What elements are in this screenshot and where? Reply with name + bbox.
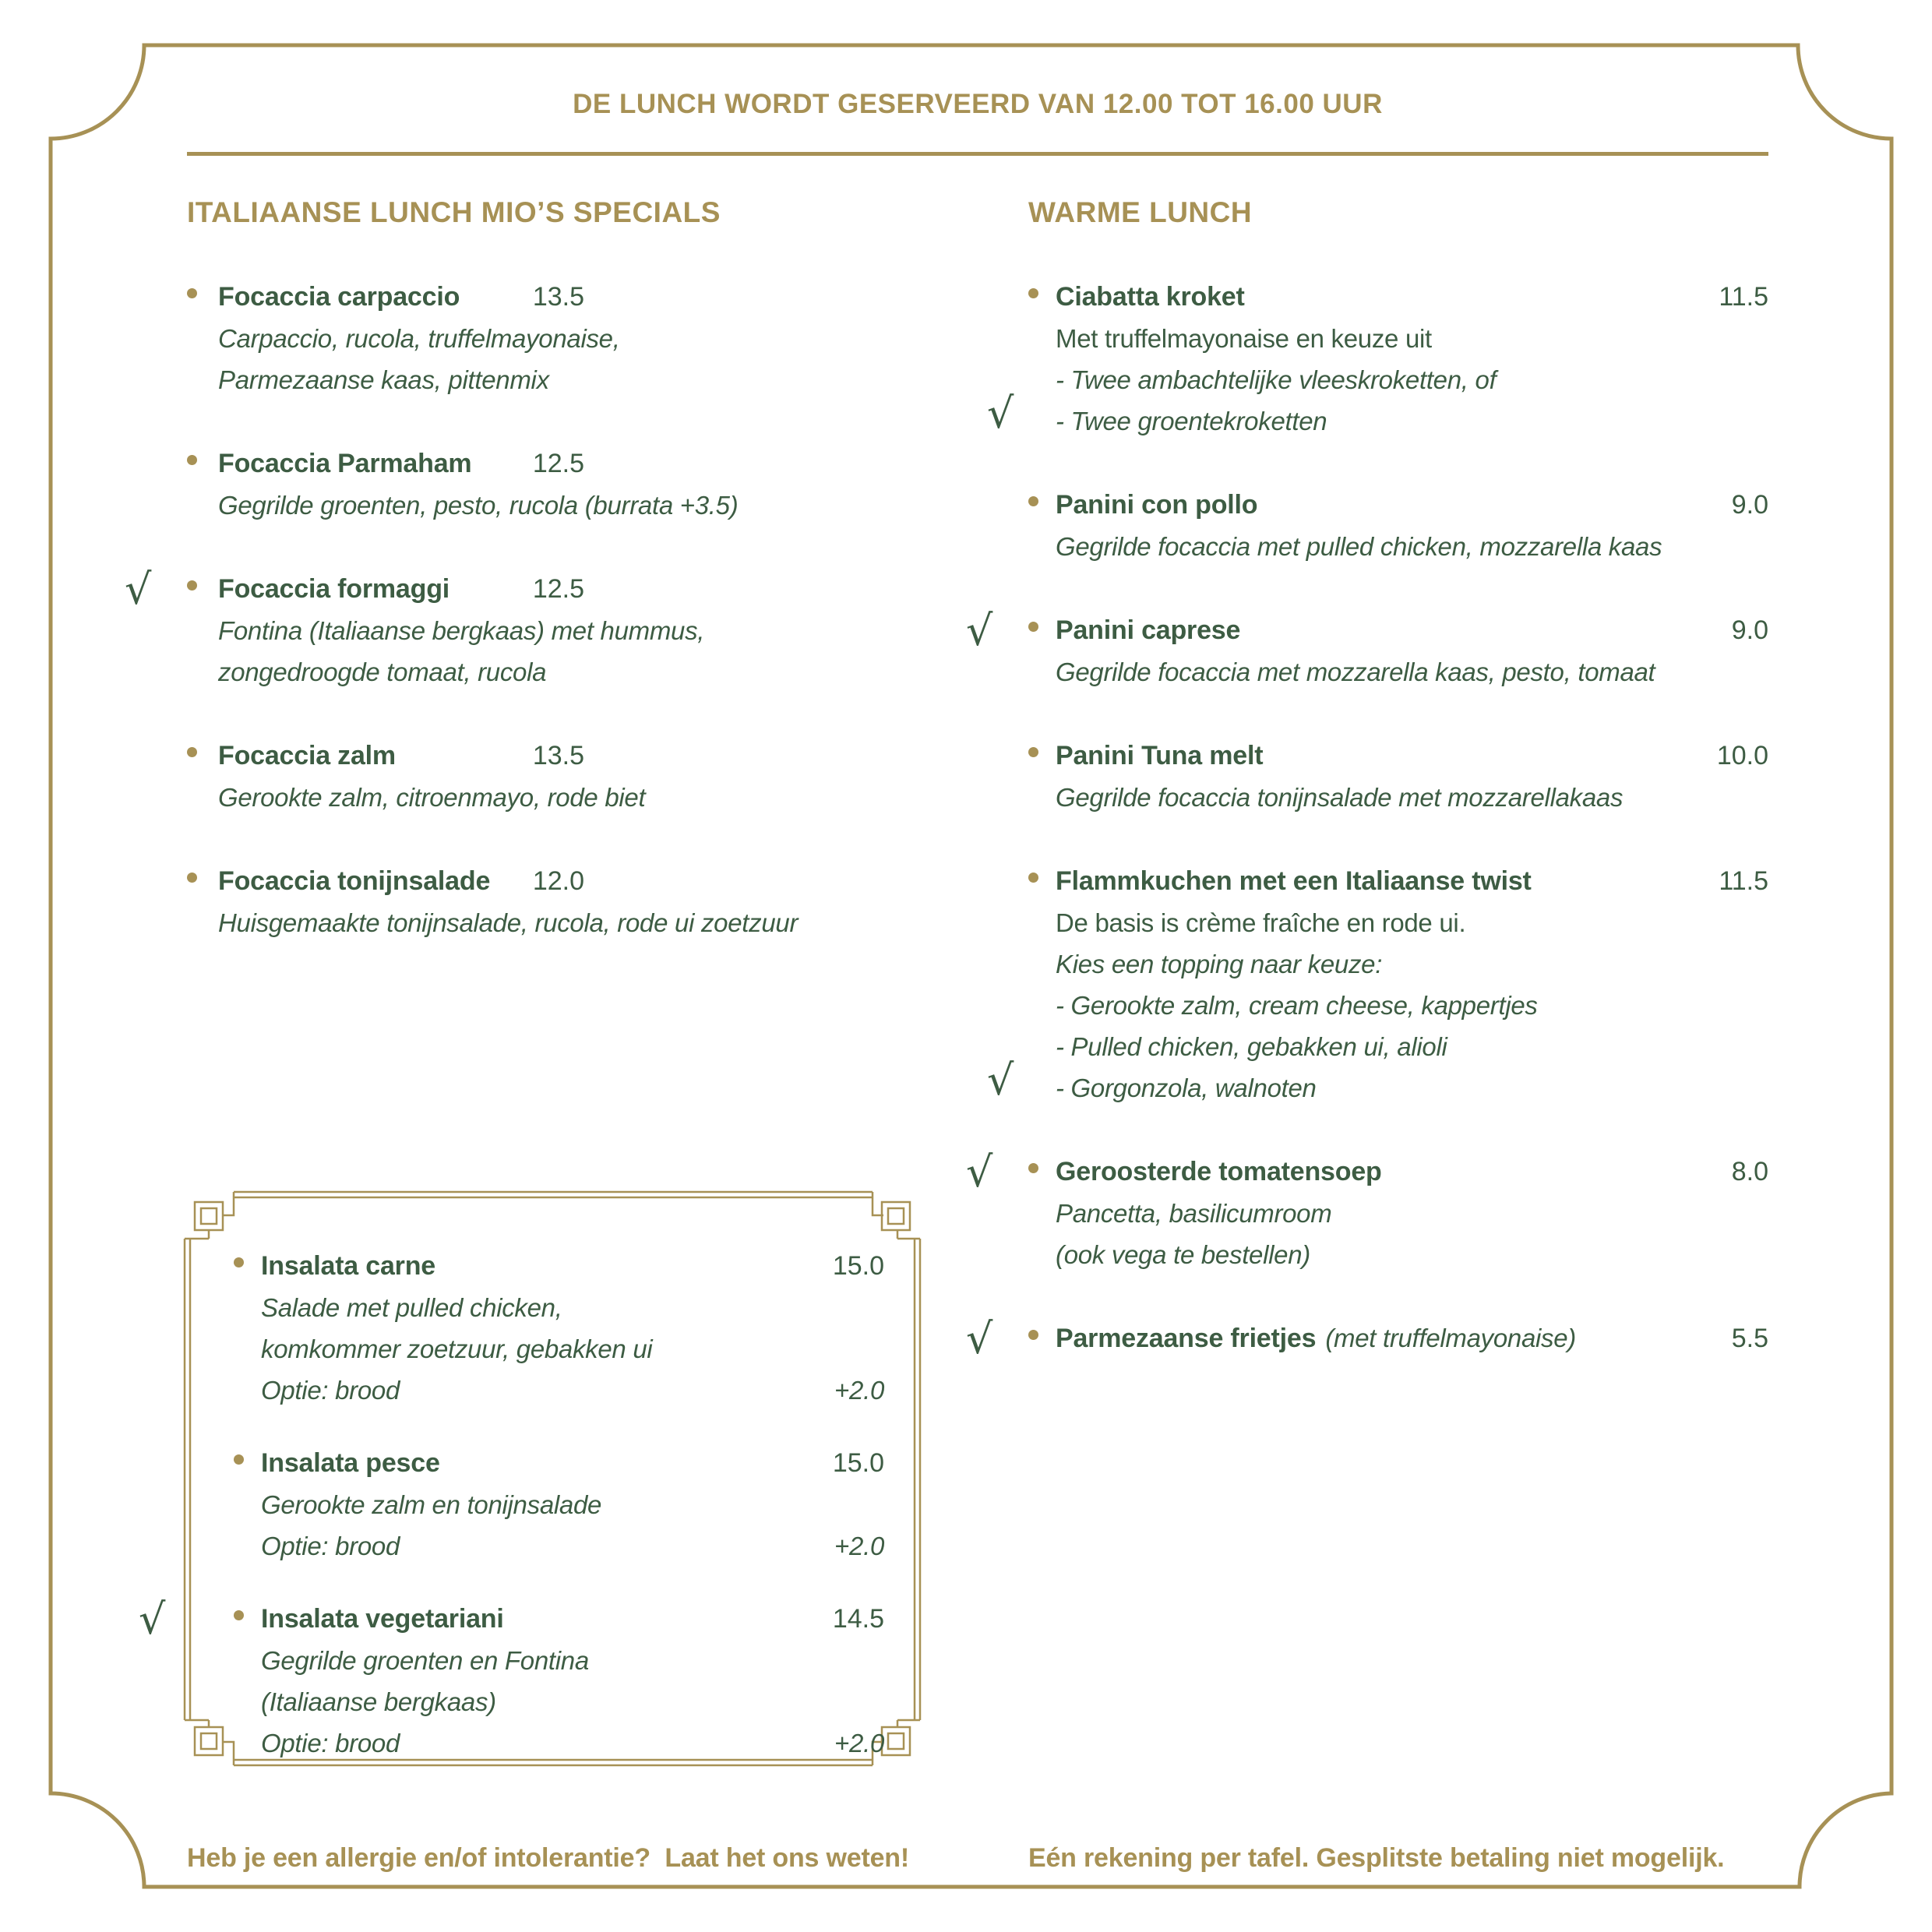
checkmark-icon: √ bbox=[139, 1595, 166, 1644]
item-description-line: Huisgemaakte tonijnsalade, rucola, rode ui zoetzuur bbox=[218, 908, 799, 937]
item-row bbox=[1056, 609, 1768, 651]
item-name: Flammkuchen met een Italiaanse twist bbox=[1056, 866, 1532, 896]
item-price: 13.5 bbox=[532, 741, 584, 770]
item-name: Focaccia tonijnsalade bbox=[218, 866, 491, 896]
item-row bbox=[218, 442, 584, 485]
menu-item bbox=[187, 442, 739, 526]
item-description-line: Gegrilde focaccia tonijnsalade met mozzarellakaas bbox=[1056, 783, 1624, 812]
item-name: Ciabatta kroket bbox=[1056, 282, 1245, 312]
menu-item bbox=[966, 606, 1768, 693]
menu-item bbox=[966, 1148, 1768, 1275]
item-name: Geroosterde tomatensoep bbox=[1056, 1157, 1382, 1186]
item-description-line: Optie: brood +2.0 bbox=[261, 1525, 884, 1567]
checkmark-icon: √ bbox=[966, 1148, 993, 1197]
item-price: 15.0 bbox=[832, 1448, 884, 1478]
option-price: +2.0 bbox=[834, 1376, 884, 1405]
menu-item bbox=[1028, 484, 1768, 567]
bullet-dot-icon bbox=[1028, 1163, 1038, 1173]
item-description-line: Fontina (Italiaanse bergkaas) met hummus, bbox=[218, 616, 705, 645]
item-row bbox=[1056, 1317, 1768, 1359]
item-price: 15.0 bbox=[832, 1251, 884, 1281]
menu-item bbox=[187, 735, 646, 818]
menu-item bbox=[125, 565, 705, 693]
item-row bbox=[261, 1598, 884, 1640]
item-row bbox=[1056, 735, 1768, 777]
item-description-line: Gerookte zalm en tonijnsalade bbox=[261, 1490, 602, 1519]
item-price: 12.0 bbox=[532, 866, 584, 896]
menu-item bbox=[987, 276, 1768, 442]
menu-item bbox=[234, 1442, 884, 1567]
item-description-line: - Twee ambachtelijke vleeskroketten, of bbox=[1056, 365, 1497, 394]
item-description-line: - Gorgonzola, walnoten √ bbox=[987, 1056, 1317, 1105]
header-divider-line bbox=[187, 152, 1768, 156]
checkmark-icon: √ bbox=[987, 1056, 1014, 1105]
section-title-warme-lunch: WARME LUNCH bbox=[1028, 196, 1253, 228]
item-name: Focaccia Parmaham bbox=[218, 449, 472, 478]
checkmark-icon: √ bbox=[987, 389, 1014, 438]
bullet-dot-icon bbox=[234, 1610, 244, 1620]
item-row bbox=[218, 860, 584, 902]
item-description-line: komkommer zoetzuur, gebakken ui bbox=[261, 1334, 653, 1363]
section-title-specials: ITALIAANSE LUNCH MIO’S SPECIALS bbox=[187, 196, 721, 228]
item-name-note: (met truffelmayonaise) bbox=[1325, 1324, 1576, 1352]
salads-item-list bbox=[139, 1245, 884, 1795]
menu-item bbox=[187, 276, 620, 400]
item-price: 13.5 bbox=[532, 282, 584, 312]
item-price: 12.5 bbox=[532, 449, 584, 478]
item-row bbox=[218, 276, 584, 318]
bullet-dot-icon bbox=[187, 455, 197, 465]
item-description-line: Gegrilde groenten, pesto, rucola (burrata +3.5) bbox=[218, 491, 739, 520]
item-name: Insalata carne bbox=[261, 1251, 435, 1281]
item-description-line: Salade met pulled chicken, bbox=[261, 1293, 562, 1322]
item-price: 14.5 bbox=[832, 1604, 884, 1634]
serving-hours-banner: DE LUNCH WORDT GESERVEERD VAN 12.00 TOT 16.00 UUR bbox=[573, 89, 1383, 119]
item-description-line: Gerookte zalm, citroenmayo, rode biet bbox=[218, 783, 646, 812]
item-name: Panini con pollo bbox=[1056, 490, 1258, 520]
bullet-dot-icon bbox=[187, 873, 197, 883]
item-description-line: - Pulled chicken, gebakken ui, alioli bbox=[1056, 1032, 1447, 1061]
item-description-line: zongedroogde tomaat, rucola bbox=[218, 658, 547, 686]
item-name: Focaccia zalm bbox=[218, 741, 396, 770]
item-row bbox=[261, 1245, 884, 1287]
item-price: 12.5 bbox=[532, 574, 584, 604]
bullet-dot-icon bbox=[1028, 747, 1038, 757]
bullet-dot-icon bbox=[1028, 622, 1038, 632]
item-name: Panini Tuna melt bbox=[1056, 741, 1264, 770]
item-description-line: Kies een topping naar keuze: bbox=[1056, 950, 1383, 978]
item-price: 10.0 bbox=[1716, 741, 1768, 770]
menu-item bbox=[234, 1245, 884, 1411]
menu-item bbox=[966, 1314, 1768, 1363]
item-description-line: - Gerookte zalm, cream cheese, kappertjes bbox=[1056, 991, 1538, 1020]
bullet-dot-icon bbox=[234, 1257, 244, 1267]
item-name: Insalata vegetariani bbox=[261, 1604, 504, 1634]
bullet-dot-icon bbox=[1028, 288, 1038, 298]
item-name: Panini caprese bbox=[1056, 615, 1241, 645]
item-row bbox=[1056, 1151, 1768, 1193]
item-description-line: Parmezaanse kaas, pittenmix bbox=[218, 365, 549, 394]
allergy-notice: Heb je een allergie en/of intolerantie? Laat het ons weten! bbox=[187, 1843, 909, 1873]
menu-item bbox=[987, 860, 1768, 1109]
item-name: Insalata pesce bbox=[261, 1448, 440, 1478]
checkmark-icon: √ bbox=[125, 565, 152, 614]
item-price: 11.5 bbox=[1719, 866, 1768, 896]
item-row bbox=[1056, 484, 1768, 526]
menu-item bbox=[187, 860, 799, 943]
option-price: +2.0 bbox=[834, 1532, 884, 1560]
item-description-line: (ook vega te bestellen) bbox=[1056, 1240, 1310, 1269]
item-row bbox=[1056, 860, 1768, 902]
item-name: Focaccia formaggi bbox=[218, 574, 450, 604]
item-description-line: Gegrilde focaccia met mozzarella kaas, pesto, tomaat bbox=[1056, 658, 1655, 686]
item-description-line: Gegrilde groenten en Fontina bbox=[261, 1646, 589, 1675]
item-row bbox=[218, 568, 584, 610]
item-description-line: Gegrilde focaccia met pulled chicken, mozzarella kaas bbox=[1056, 532, 1662, 561]
item-description-line: Pancetta, basilicumroom bbox=[1056, 1199, 1332, 1228]
item-description-line: Carpaccio, rucola, truffelmayonaise, bbox=[218, 324, 620, 353]
item-description-line: Optie: brood +2.0 bbox=[261, 1370, 884, 1411]
menu-item bbox=[139, 1595, 884, 1764]
bullet-dot-icon bbox=[234, 1454, 244, 1465]
checkmark-icon: √ bbox=[966, 606, 993, 655]
item-description-line: Optie: brood +2.0 bbox=[261, 1722, 884, 1764]
item-price: 11.5 bbox=[1719, 282, 1768, 312]
item-name: Parmezaanse frietjes bbox=[1056, 1324, 1317, 1353]
item-description-line: (Italiaanse bergkaas) bbox=[261, 1687, 496, 1716]
bullet-dot-icon bbox=[187, 288, 197, 298]
payment-notice: Eén rekening per tafel. Gesplitste betaling niet mogelijk. bbox=[1028, 1843, 1725, 1873]
item-name: Focaccia carpaccio bbox=[218, 282, 460, 312]
bullet-dot-icon bbox=[1028, 1330, 1038, 1340]
item-price: 8.0 bbox=[1731, 1157, 1768, 1186]
menu-item bbox=[1028, 735, 1768, 818]
item-row bbox=[1056, 276, 1768, 318]
specials-item-list bbox=[125, 276, 799, 985]
bullet-dot-icon bbox=[1028, 496, 1038, 506]
item-row bbox=[218, 735, 584, 777]
bullet-dot-icon bbox=[187, 747, 197, 757]
item-description-line: De basis is crème fraîche en rode ui. bbox=[1056, 908, 1466, 937]
checkmark-icon: √ bbox=[966, 1314, 993, 1363]
bullet-dot-icon bbox=[1028, 873, 1038, 883]
item-price: 5.5 bbox=[1731, 1324, 1768, 1353]
option-price: +2.0 bbox=[834, 1729, 884, 1757]
item-description-line: Met truffelmayonaise en keuze uit bbox=[1056, 324, 1432, 353]
warme-lunch-item-list bbox=[966, 276, 1768, 1401]
item-price: 9.0 bbox=[1731, 615, 1768, 645]
bullet-dot-icon bbox=[187, 580, 197, 591]
item-row bbox=[261, 1442, 884, 1484]
item-description-line: - Twee groentekroketten √ bbox=[987, 389, 1327, 438]
item-price: 9.0 bbox=[1731, 490, 1768, 520]
